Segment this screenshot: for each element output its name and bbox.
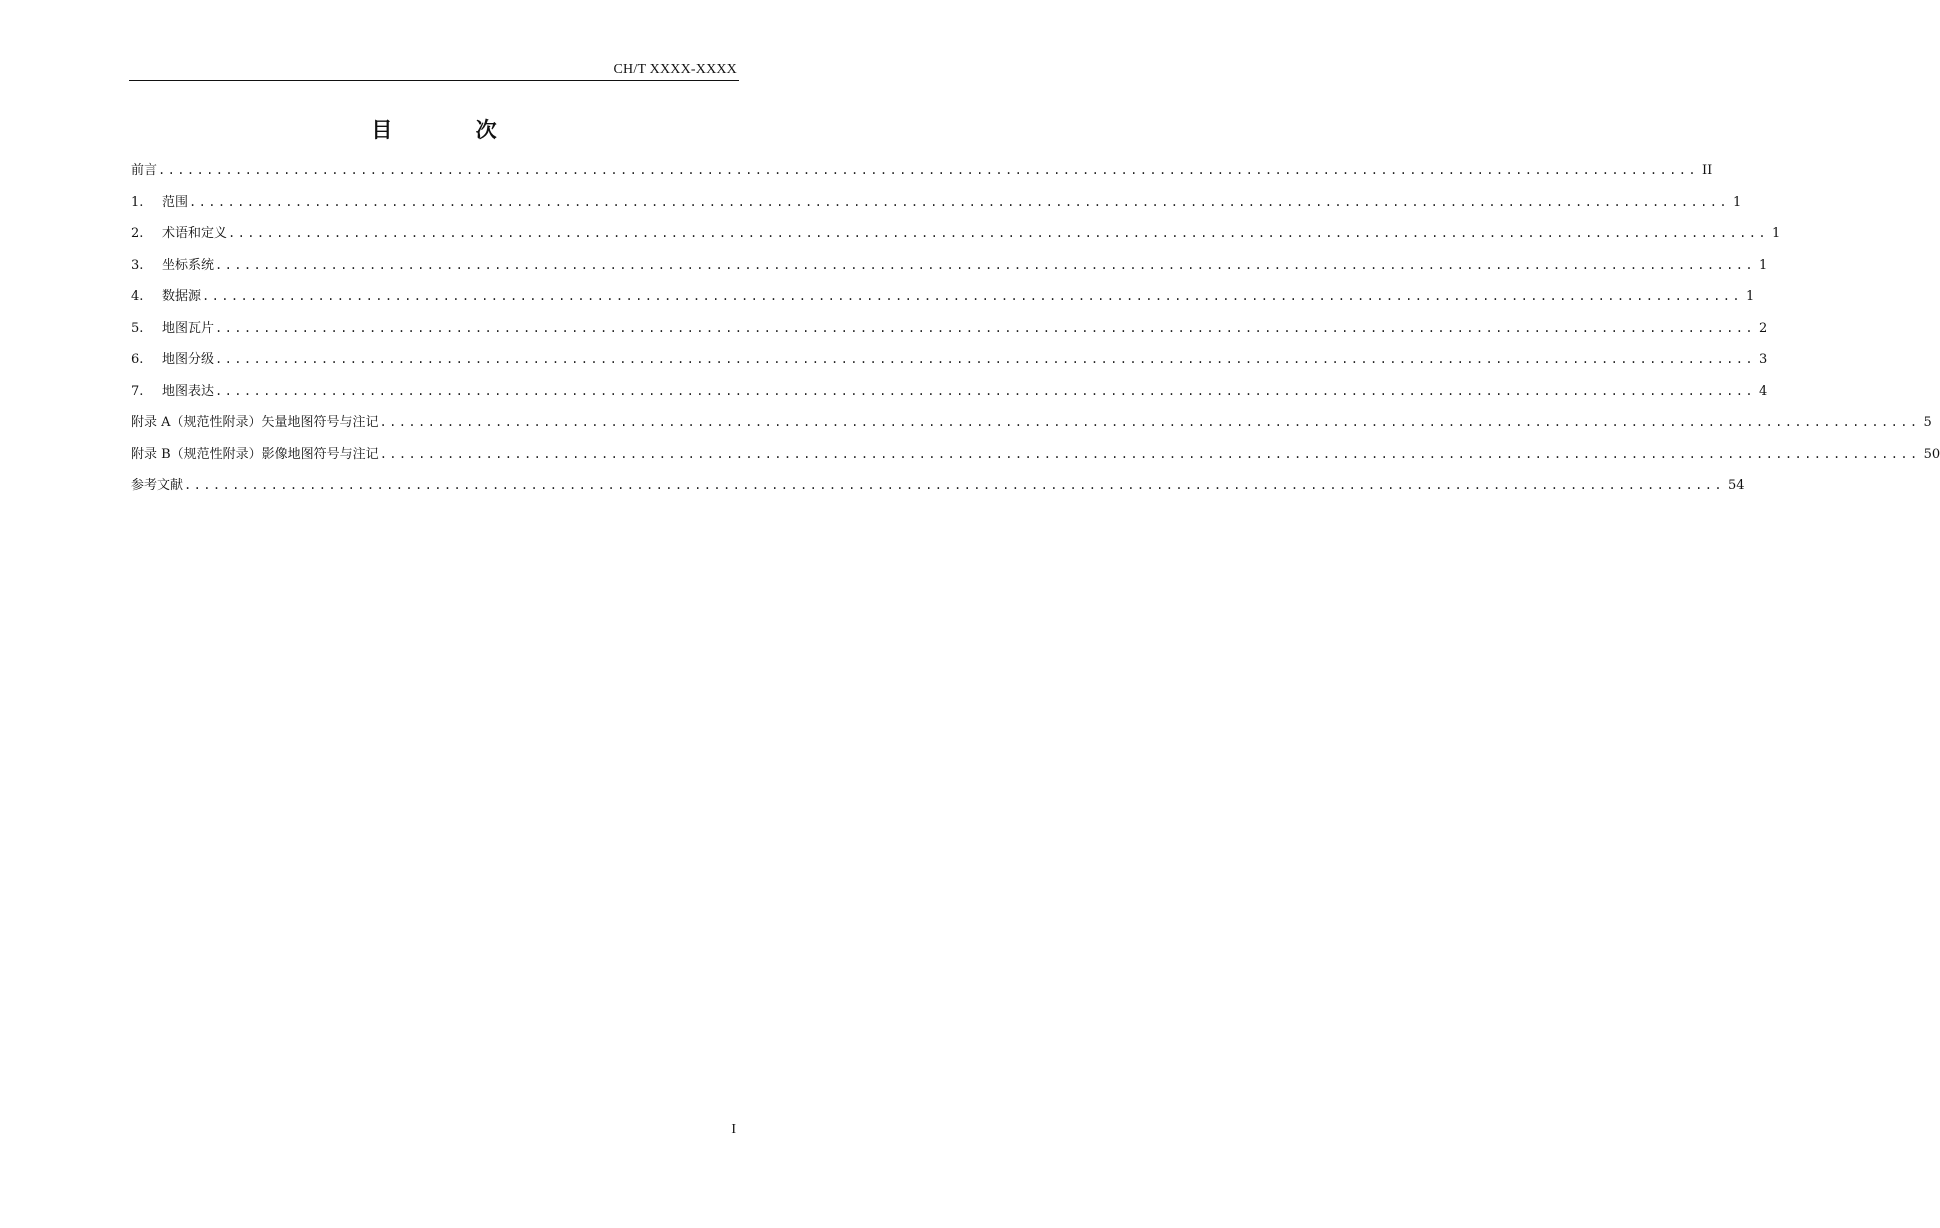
toc-entry[interactable] xyxy=(131,475,1745,507)
toc-entry-title: 前言 xyxy=(131,163,158,178)
toc-entry-page-number: 1 xyxy=(1758,257,1768,273)
toc-entry-title: 范围 xyxy=(162,194,189,210)
toc-entry[interactable] xyxy=(131,160,1713,192)
toc-title: 目 次 xyxy=(371,118,535,142)
toc-entry-page-number: II xyxy=(1701,163,1713,178)
toc-entry-title: 术语和定义 xyxy=(162,226,228,241)
toc-dot-leader: ................................................................................................................................................................ xyxy=(189,194,1729,209)
table-of-contents xyxy=(131,160,1940,507)
toc-entry-page-number: 1 xyxy=(1732,194,1742,210)
toc-entry-page-number: 1 xyxy=(1745,289,1755,304)
toc-dot-leader: ................................................................................................................................................................ xyxy=(379,446,1920,461)
toc-entry[interactable] xyxy=(131,349,1768,381)
toc-entry-page-number: 4 xyxy=(1758,383,1768,399)
toc-entry-number: 5. xyxy=(131,320,144,336)
toc-dot-leader: ................................................................................................................................................................ xyxy=(379,415,1920,429)
toc-dot-leader: ................................................................................................................................................................ xyxy=(228,226,1768,240)
toc-entry-title: 地图瓦片 xyxy=(162,320,215,336)
toc-entry[interactable] xyxy=(131,381,1768,413)
toc-entry[interactable] xyxy=(131,192,1742,224)
toc-entry-number: 7. xyxy=(131,383,144,399)
toc-dot-leader: ................................................................................................................................................................ xyxy=(215,383,1755,398)
toc-entry-title: 参考文献 xyxy=(131,478,184,493)
toc-dot-leader: ................................................................................................................................................................ xyxy=(184,478,1724,492)
toc-entry-title: 地图分级 xyxy=(162,352,215,367)
toc-entry-page-number: 1 xyxy=(1771,226,1781,241)
toc-entry-number: 3. xyxy=(131,257,144,273)
toc-entry[interactable] xyxy=(131,223,1781,255)
toc-entry-page-number: 5 xyxy=(1923,415,1932,430)
toc-entry-title: 附录 B（规范性附录）影像地图符号与注记 xyxy=(131,446,379,462)
toc-entry[interactable] xyxy=(131,412,1932,444)
toc-entry-title: 数据源 xyxy=(162,289,202,304)
toc-entry-page-number: 54 xyxy=(1727,478,1745,493)
page-number: I xyxy=(731,1122,736,1137)
toc-dot-leader: ................................................................................................................................................................ xyxy=(215,352,1755,366)
toc-dot-leader: ................................................................................................................................................................ xyxy=(215,257,1755,272)
standard-code: CH/T XXXX-XXXX xyxy=(613,62,737,77)
toc-dot-leader: ................................................................................................................................................................ xyxy=(158,163,1698,177)
toc-entry-number: 6. xyxy=(131,352,144,367)
toc-entry-number: 2. xyxy=(131,226,144,241)
header-rule xyxy=(129,80,739,81)
toc-entry-title: 附录 A（规范性附录）矢量地图符号与注记 xyxy=(131,415,379,430)
toc-entry-number: 1. xyxy=(131,194,144,210)
toc-entry-number: 4. xyxy=(131,289,144,304)
toc-entry-title: 坐标系统 xyxy=(162,257,215,273)
toc-entry-page-number: 3 xyxy=(1758,352,1768,367)
toc-entry[interactable] xyxy=(131,444,1940,476)
toc-entry-page-number: 2 xyxy=(1758,320,1768,336)
toc-dot-leader: ................................................................................................................................................................ xyxy=(215,320,1755,335)
toc-dot-leader: ................................................................................................................................................................ xyxy=(202,289,1742,303)
toc-entry[interactable] xyxy=(131,318,1768,350)
toc-entry[interactable] xyxy=(131,255,1768,287)
toc-entry-title: 地图表达 xyxy=(162,383,215,399)
toc-entry-page-number: 50 xyxy=(1923,446,1940,462)
toc-entry[interactable] xyxy=(131,286,1755,318)
